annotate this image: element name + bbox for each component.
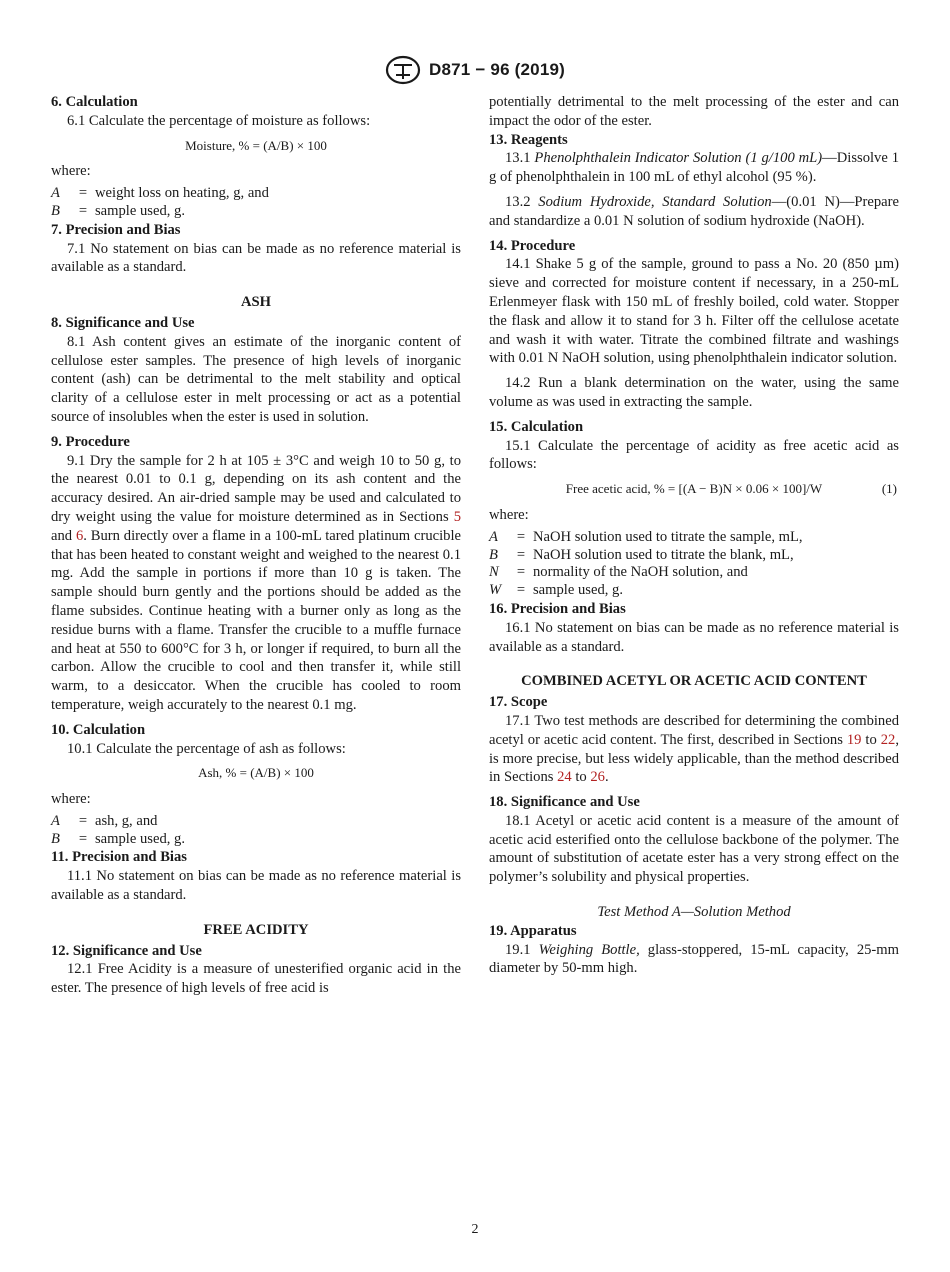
paragraph bbox=[489, 193, 899, 231]
section-link[interactable]: 6 bbox=[75, 527, 84, 544]
equals: = bbox=[78, 185, 88, 202]
paragraph: 14.1 Shake 5 g of the sample, ground to pass a No. 20 (850 µm) sieve and corrected for moisture content if necessary, in a 250-mL Erlenmeyer flask with 150 mL of freshly boiled, cold water. Stopper the flask and allow it to stand for 3 h. Filter off the cellulose acetate and wash it with water. Titrate the combined filtrate and washings with 0.01 N NaOH solution, using phenolphthalein indicator solution. bbox=[489, 256, 899, 367]
where-label: where: bbox=[51, 791, 91, 808]
definition-row bbox=[51, 203, 461, 221]
part-heading: COMBINED ACETYL OR ACETIC ACID CONTENT bbox=[521, 673, 867, 690]
equals: = bbox=[516, 546, 526, 563]
formula: Moisture, % = (A/B) × 100 bbox=[185, 137, 327, 153]
reagent-name: Phenolphthalein Indicator Solution (1 g/100 mL) bbox=[534, 150, 823, 167]
symbol: A bbox=[51, 812, 60, 829]
astm-logo-icon bbox=[385, 55, 421, 85]
equals: = bbox=[516, 528, 526, 545]
section-title: 10. Calculation bbox=[51, 721, 146, 738]
right-column bbox=[489, 93, 899, 984]
section-link[interactable]: 19 bbox=[846, 731, 862, 748]
section-title: 17. Scope bbox=[489, 694, 548, 711]
where-label: where: bbox=[489, 506, 529, 523]
paragraph bbox=[489, 712, 899, 787]
text: glass-stoppered, 15-mL capacity, 25-mm diameter by 50-mm high. bbox=[489, 941, 899, 977]
formula-text: Free acetic acid, % = [(A − B)N × 0.06 × 100]/W bbox=[565, 481, 823, 497]
symbol: W bbox=[489, 582, 502, 599]
method-heading: Test Method A—Solution Method bbox=[597, 904, 791, 921]
section-title: 12. Significance and Use bbox=[51, 942, 202, 959]
definition-row bbox=[489, 582, 899, 600]
section-title: 6. Calculation bbox=[51, 94, 138, 110]
symbol: N bbox=[489, 564, 499, 581]
formula: Ash, % = (A/B) × 100 bbox=[198, 765, 314, 781]
text: 13.1 bbox=[505, 150, 535, 167]
equals: = bbox=[78, 202, 88, 219]
definition: normality of the NaOH solution, and bbox=[533, 564, 748, 581]
section-link[interactable]: 22 bbox=[880, 731, 896, 748]
paragraph: 7.1 No statement on bias can be made as no reference material is available as a standard. bbox=[51, 240, 461, 276]
definition: ash, g, and bbox=[95, 812, 158, 829]
page-number: 2 bbox=[471, 1222, 479, 1237]
paragraph: 11.1 No statement on bias can be made as no reference material is available as a standard. bbox=[51, 868, 461, 904]
definition: NaOH solution used to titrate the blank, mL, bbox=[533, 546, 794, 563]
symbol: B bbox=[489, 546, 498, 563]
section-title: 13. Reagents bbox=[489, 131, 568, 148]
paragraph: 12.1 Free Acidity is a measure of unesterified organic acid in the ester. The presence of high levels of free acid is bbox=[51, 961, 461, 997]
definition-row bbox=[51, 831, 461, 849]
text: . bbox=[604, 769, 609, 786]
definition: sample used, g. bbox=[95, 202, 185, 219]
part-heading: FREE ACIDITY bbox=[203, 921, 309, 938]
section-title: 14. Procedure bbox=[489, 237, 576, 254]
definition-row bbox=[51, 813, 461, 831]
definition-row bbox=[489, 564, 899, 582]
text: 13.2 bbox=[505, 193, 539, 210]
section-title: 9. Procedure bbox=[51, 433, 130, 450]
definition-row bbox=[51, 185, 461, 203]
paragraph: 6.1 Calculate the percentage of moisture as follows: bbox=[67, 112, 371, 129]
where-label: where: bbox=[51, 163, 91, 180]
section-title: 19. Apparatus bbox=[489, 922, 577, 939]
definition: sample used, g. bbox=[533, 582, 623, 599]
text: to bbox=[571, 769, 591, 786]
left-column bbox=[51, 93, 461, 1004]
text: —(0.01 N)—Prepare and standardize a 0.01 N solution of sodium hydroxide (NaOH). bbox=[489, 193, 899, 229]
symbol: B bbox=[51, 830, 60, 847]
paragraph bbox=[489, 941, 899, 979]
section-title: 16. Precision and Bias bbox=[489, 600, 626, 617]
paragraph bbox=[51, 452, 461, 715]
reagent-name: Sodium Hydroxide, Standard Solution bbox=[538, 193, 772, 210]
apparatus-name: Weighing Bottle, bbox=[538, 941, 640, 958]
definition: sample used, g. bbox=[95, 830, 185, 847]
symbol: A bbox=[489, 528, 498, 545]
section-link[interactable]: 26 bbox=[590, 769, 605, 786]
definition-row bbox=[489, 547, 899, 565]
definition-row bbox=[489, 529, 899, 547]
text: to bbox=[861, 731, 881, 748]
paragraph: 8.1 Ash content gives an estimate of the inorganic content of cellulose ester samples. The presence of high levels of inorganic content (ash) can be detrimental to the melt stability and optical clarity of a cellulose ester in melt processing or act as a potential source of insolubles when the ester is used in solution. bbox=[51, 333, 461, 425]
section-title: 7. Precision and Bias bbox=[51, 221, 181, 238]
text: 17.1 Two test methods are described for determining the combined acetyl or acetic acid content. The first, described in Sections bbox=[489, 712, 899, 748]
section-title: 8. Significance and Use bbox=[51, 314, 195, 331]
section-title: 11. Precision and Bias bbox=[51, 849, 187, 866]
section-title: 18. Significance and Use bbox=[489, 794, 640, 811]
document-designation: D871 − 96 (2019) bbox=[429, 60, 565, 79]
equals: = bbox=[516, 564, 526, 581]
paragraph: 10.1 Calculate the percentage of ash as follows: bbox=[67, 740, 346, 757]
equals: = bbox=[78, 830, 88, 847]
paragraph bbox=[489, 149, 899, 187]
equation-number: (1) bbox=[881, 481, 897, 497]
part-heading: ASH bbox=[240, 294, 271, 311]
section-title: 15. Calculation bbox=[489, 418, 584, 435]
text: 19.1 bbox=[505, 941, 539, 958]
text: and bbox=[51, 527, 76, 544]
page-header bbox=[0, 53, 950, 87]
text: , is more precise, but less widely applicable, than the method described in Sections bbox=[489, 731, 899, 786]
paragraph: 16.1 No statement on bias can be made as no reference material is available as a standard. bbox=[489, 619, 899, 655]
symbol: A bbox=[51, 185, 60, 202]
section-link[interactable]: 5 bbox=[453, 508, 461, 525]
section-link[interactable]: 24 bbox=[557, 769, 572, 786]
equals: = bbox=[516, 582, 526, 599]
paragraph-continued: potentially detrimental to the melt processing of the ester and can impact the odor of the ester. bbox=[489, 94, 899, 129]
paragraph: 14.2 Run a blank determination on the water, using the same volume as was used in extracting the sample. bbox=[489, 375, 899, 410]
text: . Burn directly over a flame in a 100-mL tared platinum crucible that has been heated to constant weight and weighed to the nearest 0.1 mg. Add the sample in portions if more than 10 g is taken. The sample should burn gently and the portions should be added as the flame subsides. Continue heating with a burner only as long as the residue burns with a flame. Transfer the crucible to a muffle furnace and heat at 550 to 600°C for 3 h, or longer if required, to burn all the carbon. Allow the crucible to cool and then transfer it, while still warm, to a desiccator. When the crucible has cooled to room temperature, weigh accurately to the nearest 0.1 mg. bbox=[51, 527, 461, 713]
definition: NaOH solution used to titrate the sample, mL, bbox=[533, 528, 803, 545]
equals: = bbox=[78, 812, 88, 829]
text: —Dissolve 1 g of phenolphthalein in 100 mL of ethyl alcohol (95 %). bbox=[489, 150, 900, 186]
formula bbox=[489, 480, 899, 499]
paragraph: 18.1 Acetyl or acetic acid content is a measure of the amount of acetic acid esterified onto the cellulose backbone of the polymer. The amount of substitution of acetate ester has a very strong effect on the polymer’s solubility and physical properties. bbox=[489, 812, 899, 886]
text: 9.1 Dry the sample for 2 h at 105 ± 3°C and weigh 10 to 50 g, to the nearest 0.01 to 0.1 g, depending on its ash content and the accuracy desired. An air-dried sample may be used and calculated to dry weight using the value for moisture determined as in Sections bbox=[51, 452, 461, 525]
symbol: B bbox=[51, 202, 60, 219]
definition: weight loss on heating, g, and bbox=[95, 185, 269, 202]
paragraph: 15.1 Calculate the percentage of acidity as free acetic acid as follows: bbox=[489, 437, 899, 473]
